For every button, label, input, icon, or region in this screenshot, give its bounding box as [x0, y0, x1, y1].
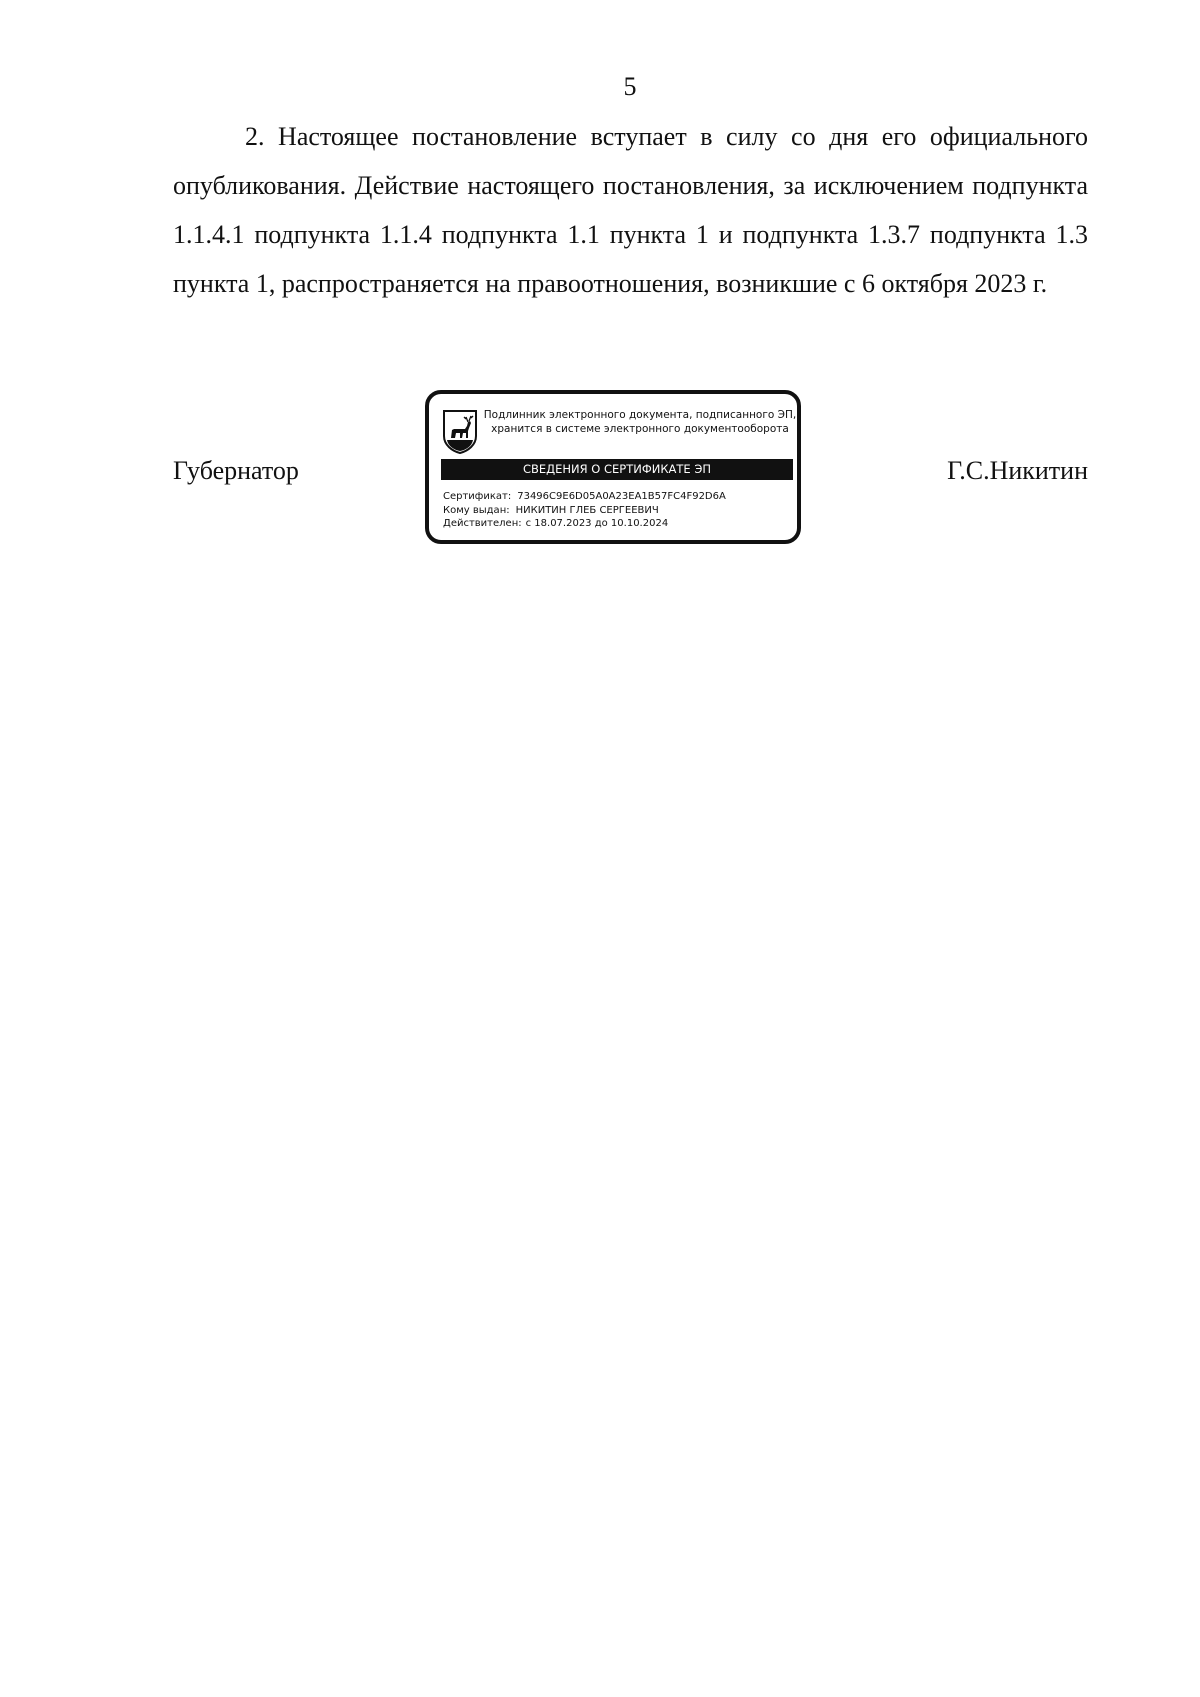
nizhny-novgorod-deer-emblem-icon [441, 408, 479, 454]
certificate-label: Сертификат: [443, 491, 512, 502]
validity-row [443, 517, 793, 531]
paragraph: 2. Настоящее постановление вступает в силу со дня его официального опубликования. Действие настоящего постановления, за исключением подпункта 1.1.4.1 подпункта 1.1.4 подпункта 1.1 пункта 1 и подпункта 1.3.7 подпункта 1.3 пункта 1, распространяется на правоотношения, возникшие с 6 октября 2023 г. [173, 122, 1088, 298]
stamp-header-line-1: Подлинник электронного документа, подписанного ЭП, [483, 409, 797, 421]
certificate-value: 73496C9E6D05A0A23EA1B57FC4F92D6A [517, 491, 726, 502]
validity-label: Действителен: [443, 518, 522, 529]
validity-value: с 18.07.2023 до 10.10.2024 [525, 518, 669, 529]
issued-to-row [443, 504, 793, 518]
electronic-signature-stamp [425, 390, 801, 544]
certificate-row [443, 490, 793, 504]
signer-name: Г.С.Никитин [947, 456, 1088, 485]
page-number: 5 [623, 72, 637, 101]
issued-to-value: НИКИТИН ГЛЕБ СЕРГЕЕВИЧ [515, 504, 659, 516]
document-body [173, 112, 1088, 308]
signature-block [173, 390, 1088, 550]
issued-to-label: Кому выдан: [443, 504, 510, 516]
stamp-header [481, 408, 799, 436]
stamp-details [443, 490, 793, 531]
signer-title: Губернатор [173, 456, 299, 485]
stamp-title-bar: СВЕДЕНИЯ О СЕРТИФИКАТЕ ЭП [441, 459, 793, 480]
stamp-header-line-2: хранится в системе электронного документооборота [491, 423, 789, 435]
